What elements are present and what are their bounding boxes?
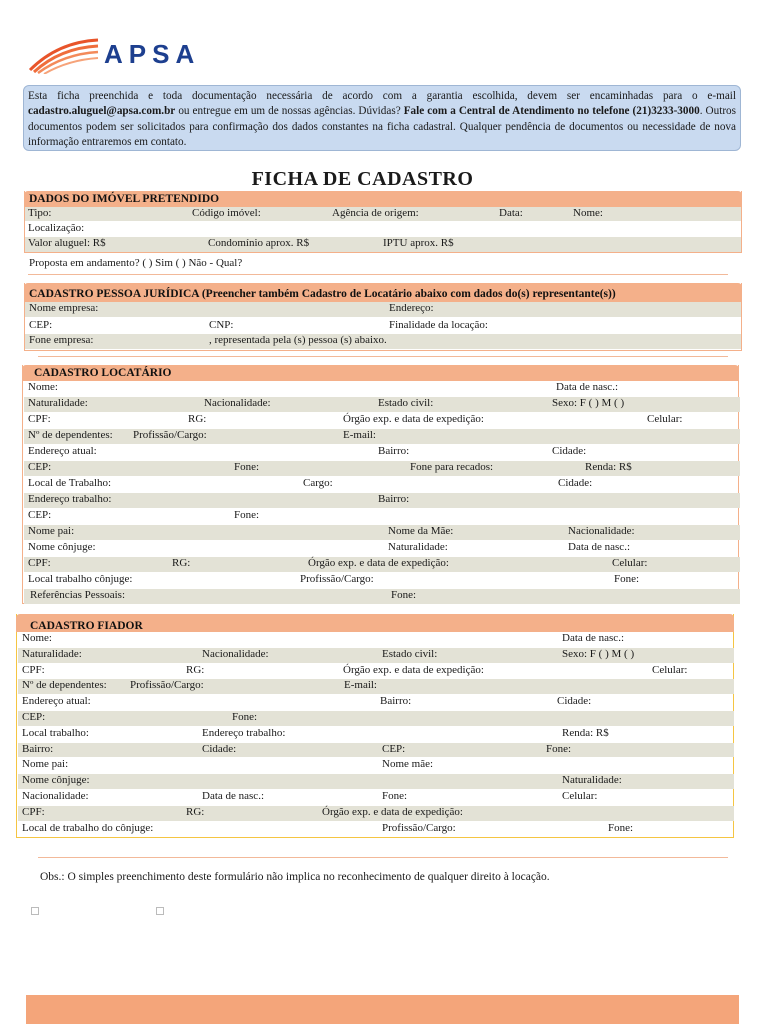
representada-label: , representada pela (s) pessoa (s) abaixo. <box>209 334 387 346</box>
form-field[interactable]: Endereço atual: <box>22 695 91 708</box>
juridica-row-2 <box>25 319 741 333</box>
loc-rows-row <box>24 381 740 396</box>
loc-rows-row <box>24 509 740 524</box>
form-field[interactable]: Data de nasc.: <box>556 381 618 393</box>
form-field[interactable]: Naturalidade: <box>22 647 82 660</box>
form-field[interactable]: Endereço atual: <box>28 445 97 457</box>
form-field[interactable]: Data de nasc.: <box>202 790 264 802</box>
footer-bar <box>26 995 739 1024</box>
form-field[interactable]: CPF: <box>28 557 51 569</box>
form-field[interactable]: Fone: <box>614 573 640 585</box>
field-fone-empresa[interactable]: Fone empresa: <box>29 334 94 346</box>
form-field[interactable]: Celular: <box>562 790 598 802</box>
form-field[interactable]: Bairro: <box>380 695 412 708</box>
form-field[interactable]: Nome mãe: <box>382 758 434 771</box>
form-field[interactable]: Fone: <box>232 711 258 723</box>
imovel-row-2 <box>25 222 741 236</box>
form-field[interactable]: Data de nasc.: <box>568 541 630 553</box>
form-field[interactable]: CPF: <box>22 805 45 818</box>
form-field[interactable]: E-mail: <box>344 679 377 692</box>
form-field[interactable]: Local de Trabalho: <box>28 477 112 489</box>
form-field[interactable]: Nome pai: <box>22 758 69 771</box>
form-field[interactable]: Órgão exp. e data de expedição: <box>343 663 484 676</box>
fia-rows-row <box>18 790 734 805</box>
fia-rows-row <box>18 774 734 789</box>
intro-text-3: . Outros documentos podem ser solicitados para confirmação dos dados constantes na ficha cadastral. Qualquer pendência de documentos ou necessidade de nova informação entraremos em contato. <box>28 105 736 149</box>
form-field[interactable]: Local trabalho cônjuge: <box>28 573 133 585</box>
fia-rows-row <box>18 743 734 758</box>
form-field[interactable]: Nº de dependentes: <box>22 679 107 692</box>
fia-rows-row <box>18 727 734 742</box>
form-field[interactable]: Local de trabalho do cônjuge: <box>22 821 154 834</box>
form-field[interactable]: Celular: <box>652 663 688 676</box>
field-data[interactable]: Data: <box>499 207 523 219</box>
form-field[interactable]: Celular: <box>612 557 648 569</box>
field-cep[interactable]: CEP: <box>29 319 53 331</box>
field-cnp[interactable]: CNP: <box>209 319 234 331</box>
form-field[interactable]: Naturalidade: <box>562 774 622 787</box>
imovel-row-3 <box>25 237 741 252</box>
loc-rows-row <box>24 525 740 540</box>
form-field[interactable]: Cidade: <box>202 742 237 755</box>
loc-rows-row <box>24 397 740 412</box>
fia-rows-row <box>18 711 734 726</box>
form-field[interactable]: Fone: <box>234 461 260 473</box>
juridica-row-1 <box>25 302 741 317</box>
section-fiador <box>16 614 734 838</box>
section-locatario-header: CADASTRO LOCATÁRIO <box>22 365 739 381</box>
intro-notice <box>23 85 741 151</box>
form-field[interactable]: Naturalidade: <box>28 397 88 409</box>
fia-rows-row <box>18 648 734 663</box>
apsa-logo <box>28 34 208 74</box>
form-field[interactable]: Profissão/Cargo: <box>382 821 456 834</box>
loc-rows-row <box>24 445 740 460</box>
form-field[interactable]: Profissão/Cargo: <box>300 573 374 585</box>
form-field[interactable]: Nome: <box>28 381 58 393</box>
form-field[interactable]: Bairro: <box>22 742 54 755</box>
field-iptu[interactable]: IPTU aprox. R$ <box>383 237 454 249</box>
proposta-label: Proposta em andamento? ( ) Sim ( ) Não - Qual? <box>29 257 243 269</box>
form-field[interactable]: E-mail: <box>343 429 376 441</box>
section-imovel <box>24 191 742 253</box>
form-field[interactable]: Órgão exp. e data de expedição: <box>343 413 484 425</box>
form-field[interactable]: Profissão/Cargo: <box>130 679 204 692</box>
form-field[interactable]: Profissão/Cargo: <box>133 429 207 441</box>
form-field[interactable]: RG: <box>186 805 205 818</box>
field-condominio[interactable]: Condomínio aprox. R$ <box>208 237 310 249</box>
loc-rows-row <box>24 589 740 604</box>
form-field[interactable]: Órgão exp. e data de expedição: <box>322 805 463 818</box>
form-field[interactable]: CEP: <box>22 711 46 723</box>
form-field[interactable]: Local trabalho: <box>22 726 89 739</box>
locatario-rows <box>1 381 739 603</box>
form-field[interactable]: RG: <box>188 413 207 425</box>
fia-rows-row <box>18 679 734 694</box>
form-field[interactable]: Nome da Mãe: <box>388 525 454 537</box>
field-tipo[interactable]: Tipo: <box>28 207 52 219</box>
section-juridica <box>24 283 742 351</box>
divider <box>38 356 728 357</box>
form-field[interactable]: Fone para recados: <box>410 461 494 473</box>
form-field[interactable]: Naturalidade: <box>388 541 448 553</box>
loc-rows-row <box>24 461 740 476</box>
loc-rows-row <box>24 413 740 428</box>
intro-phone: Fale com a Central de Atendimento no telefone (21)3233-3000 <box>403 105 700 118</box>
form-field[interactable]: CEP: <box>28 509 52 521</box>
form-field[interactable]: Cidade: <box>558 477 593 489</box>
field-agencia-origem[interactable]: Agência de origem: <box>332 207 419 219</box>
form-field[interactable]: Nome cônjuge: <box>28 541 96 553</box>
page-title: FICHA DE CADASTRO <box>251 168 474 190</box>
form-field[interactable]: Cidade: <box>552 445 587 457</box>
form-field[interactable]: CEP: <box>382 742 406 755</box>
field-finalidade[interactable]: Finalidade da locação: <box>389 319 488 331</box>
section-imovel-header: DADOS DO IMÓVEL PRETENDIDO <box>24 191 742 207</box>
juridica-row-3 <box>25 334 741 349</box>
form-field[interactable]: Nacionalidade: <box>568 525 635 537</box>
fia-rows-row <box>18 758 734 773</box>
form-field[interactable]: Nacionalidade: <box>22 790 89 802</box>
intro-text-2: ou entregue em um de nossas agências. Dúvidas? <box>175 105 404 118</box>
form-field[interactable]: Bairro: <box>378 493 410 505</box>
logo-text: APSA <box>104 39 201 69</box>
form-field[interactable]: Fone: <box>234 509 260 521</box>
form-field[interactable]: Renda: R$ <box>562 726 609 739</box>
form-field[interactable]: CPF: <box>22 663 45 676</box>
form-field[interactable]: Fone: <box>608 821 634 834</box>
form-field[interactable]: Nome: <box>22 632 52 644</box>
form-field[interactable]: Fone: <box>382 790 408 802</box>
section-juridica-header: CADASTRO PESSOA JURÍDICA (Preencher também Cadastro de Locatário abaixo com dados do(s) representante(s)) <box>24 283 742 302</box>
form-field[interactable]: Nome cônjuge: <box>22 774 90 787</box>
fia-rows-row <box>18 806 734 821</box>
form-field[interactable]: Cidade: <box>557 695 592 708</box>
imovel-proposta[interactable] <box>29 257 242 271</box>
imovel-row-1 <box>25 207 741 221</box>
section-locatario <box>22 365 739 604</box>
form-field[interactable]: Nacionalidade: <box>202 647 269 660</box>
form-field[interactable]: Cargo: <box>303 477 333 489</box>
fia-rows-row <box>18 632 734 647</box>
form-field[interactable]: Nacionalidade: <box>204 397 271 409</box>
form-field[interactable]: Nº de dependentes: <box>28 429 113 441</box>
form-field[interactable]: Fone: <box>391 589 417 601</box>
logo-swoosh-icon <box>28 34 100 74</box>
form-field[interactable]: RG: <box>186 663 205 676</box>
field-nome[interactable]: Nome: <box>573 207 603 219</box>
form-field[interactable]: Sexo: F ( ) M ( ) <box>552 397 625 409</box>
form-field[interactable]: Referências Pessoais: <box>30 589 125 601</box>
fia-rows-row <box>18 822 734 837</box>
divider <box>28 274 728 275</box>
intro-text-1: Esta ficha preenchida e toda documentação necessária de acordo com a garantia escolhida, devem ser encaminhadas para o e-mail <box>28 90 736 102</box>
form-field[interactable]: Estado civil: <box>382 647 438 660</box>
form-field[interactable]: Endereço trabalho: <box>202 726 286 739</box>
form-field[interactable]: Celular: <box>647 413 683 425</box>
checkbox-small <box>31 907 39 915</box>
form-field[interactable]: CEP: <box>28 461 52 473</box>
intro-email[interactable]: cadastro.aluguel@apsa.com.br <box>28 105 176 118</box>
field-nome-empresa[interactable]: Nome empresa: <box>29 302 99 314</box>
fia-rows-row <box>18 695 734 710</box>
field-endereco[interactable]: Endereço: <box>389 302 434 314</box>
loc-rows-row <box>24 477 740 492</box>
form-field[interactable]: Fone: <box>546 742 572 755</box>
form-field[interactable]: CPF: <box>28 413 51 425</box>
loc-rows-row <box>24 429 740 444</box>
field-codigo-imovel[interactable]: Código imóvel: <box>192 207 261 219</box>
fiador-rows <box>1 632 735 837</box>
form-field[interactable]: Órgão exp. e data de expedição: <box>308 557 449 569</box>
section-fiador-header: CADASTRO FIADOR <box>16 614 734 632</box>
form-field[interactable]: Endereço trabalho: <box>28 493 112 505</box>
form-field[interactable]: RG: <box>172 557 191 569</box>
form-field[interactable]: Sexo: F ( ) M ( ) <box>562 647 635 660</box>
field-localizacao[interactable]: Localização: <box>28 222 85 234</box>
fia-rows-row <box>18 664 734 679</box>
divider <box>38 857 728 858</box>
loc-rows-row <box>24 541 740 556</box>
field-valor-aluguel[interactable]: Valor aluguel: R$ <box>28 237 106 249</box>
checkbox-small <box>156 907 164 915</box>
loc-rows-row <box>24 573 740 588</box>
form-field[interactable]: Estado civil: <box>378 397 434 409</box>
form-field[interactable]: Nome pai: <box>28 525 75 537</box>
loc-rows-row <box>24 493 740 508</box>
obs-note: Obs.: O simples preenchimento deste formulário não implica no reconhecimento de qualquer direito à locação. <box>40 871 550 883</box>
form-field[interactable]: Renda: R$ <box>585 461 632 473</box>
form-field[interactable]: Bairro: <box>378 445 410 457</box>
form-field[interactable]: Data de nasc.: <box>562 632 624 644</box>
loc-rows-row <box>24 557 740 572</box>
